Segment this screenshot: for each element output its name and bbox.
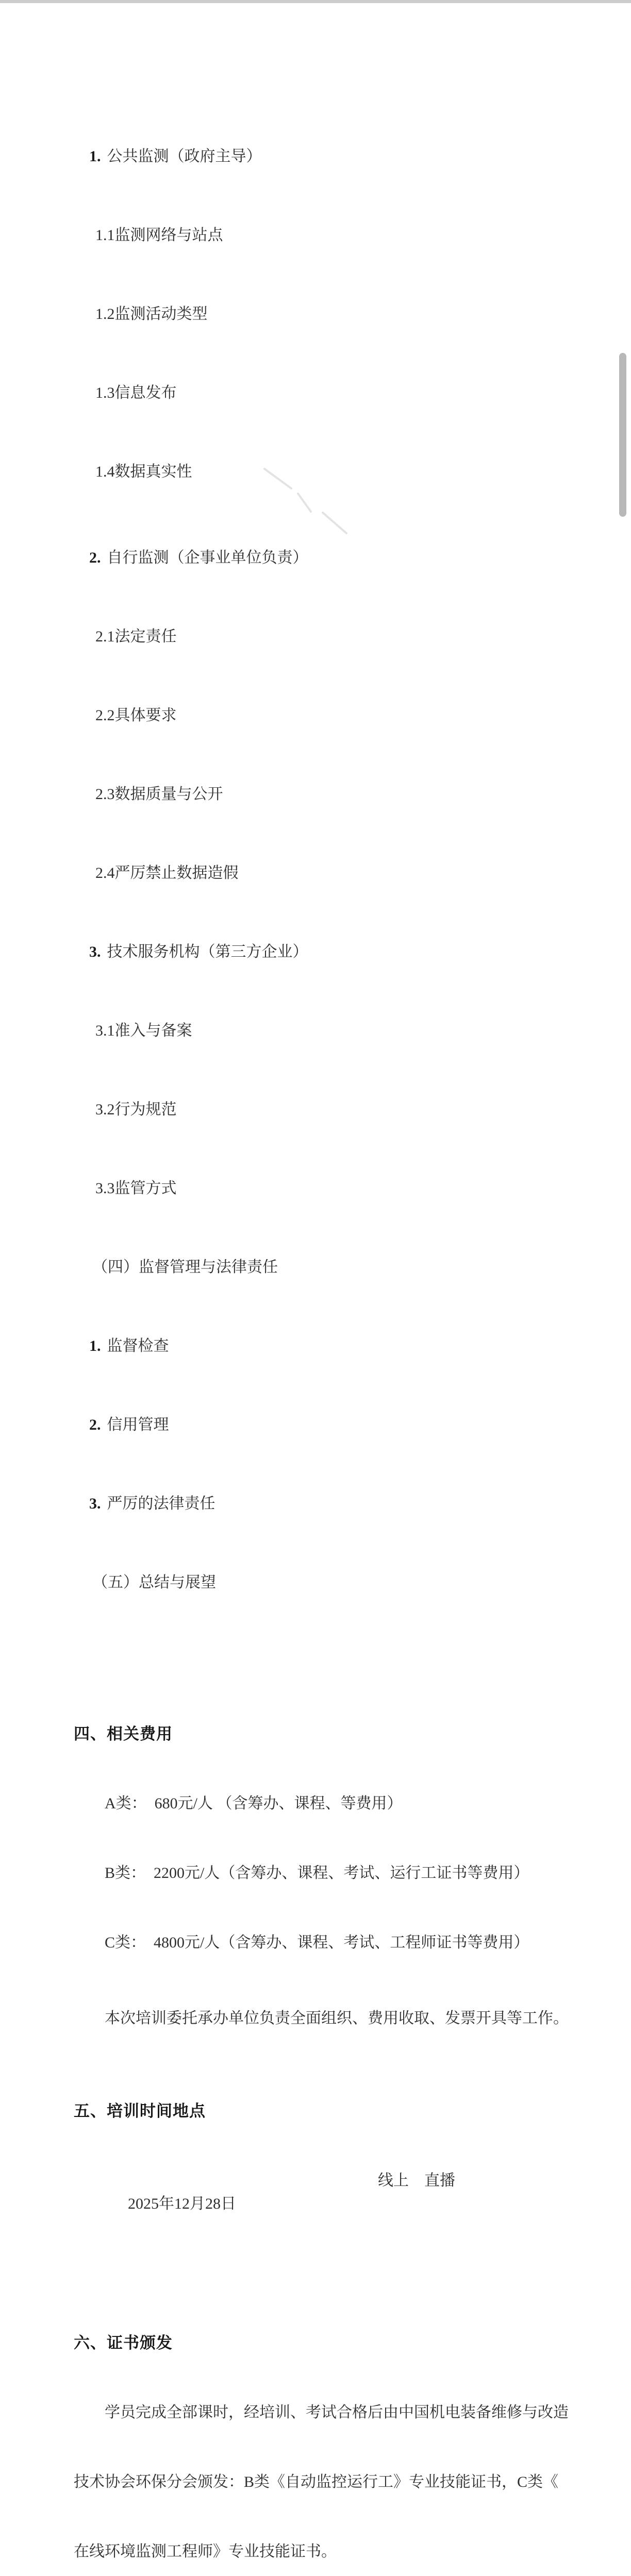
scrollbar-thumb[interactable] — [619, 353, 626, 517]
outline-item-number: 2. — [89, 549, 101, 566]
schedule-line — [74, 2169, 595, 2262]
outline-item-label: 3.3监管方式 — [95, 1180, 177, 1197]
outline-item-number: 1. — [89, 148, 101, 165]
certificate-paragraph-line: 技术协会环保分会颁发：B类《自动监控运行工》专业技能证书，C类《 — [74, 2473, 559, 2490]
outline-item-number: 3. — [89, 1495, 101, 1512]
section-heading-schedule: 五、培训时间地点 — [74, 2102, 206, 2120]
outline-item — [74, 545, 595, 571]
outline-item — [74, 1175, 595, 1201]
outline-item-label: 2.3数据质量与公开 — [95, 786, 223, 803]
outline-item — [74, 1490, 595, 1517]
outline-item-number: 3. — [89, 943, 101, 960]
fee-item-c: C类： 4800元/人（含筹办、课程、考试、工程师证书等费用） — [105, 1934, 529, 1951]
outline-item — [74, 1333, 595, 1359]
outline-item — [74, 1412, 595, 1438]
outline-item-label: （五）总结与展望 — [92, 1574, 216, 1591]
document-page — [74, 3, 595, 2576]
outline-item — [74, 1096, 595, 1123]
fee-item-a: A类： 680元/人 （含筹办、课程、等费用） — [105, 1795, 403, 1812]
outline-item-label: 2.2具体要求 — [95, 707, 177, 724]
outline-item — [74, 222, 595, 248]
outline-item-number: 2. — [89, 1416, 101, 1433]
outline-item — [74, 702, 595, 728]
outline-item-label: 自行监测（企事业单位负责） — [107, 549, 308, 566]
outline-item-label: 1.2监测活动类型 — [95, 306, 208, 323]
outline-item — [74, 781, 595, 807]
outline-item — [74, 1018, 595, 1044]
training-venue: 线上 直播 — [378, 2172, 455, 2189]
outline-item-label: 1.3信息发布 — [95, 384, 177, 401]
section-heading-certificate: 六、证书颁发 — [74, 2334, 173, 2352]
certificate-paragraph-line: 学员完成全部课时，经培训、考试合格后由中国机电装备维修与改造 — [105, 2404, 569, 2421]
outline-item — [74, 301, 595, 327]
outline-item — [74, 1569, 595, 1596]
outline-item-label: 严厉的法律责任 — [107, 1495, 215, 1512]
outline-item — [74, 939, 595, 965]
outline-item-label: 信用管理 — [107, 1416, 169, 1433]
certificate-paragraph-line: 在线环境监测工程师》专业技能证书。 — [74, 2543, 337, 2560]
outline-item-label: 2.4严厉禁止数据造假 — [95, 865, 239, 882]
fees-note: 本次培训委托承办单位负责全面组织、费用收取、发票开具等工作。 — [105, 2010, 569, 2027]
outline-item — [74, 459, 595, 485]
outline-item-label: 2.1法定责任 — [95, 628, 177, 645]
outline-item-label: 公共监测（政府主导） — [107, 148, 262, 165]
outline-item-label: 技术服务机构（第三方企业） — [107, 943, 308, 960]
section-heading-fees: 四、相关费用 — [74, 1725, 173, 1743]
outline-item — [74, 860, 595, 886]
outline-item — [74, 623, 595, 650]
outline-item-label: 1.4数据真实性 — [95, 463, 192, 480]
outline-item-label: 3.1准入与备案 — [95, 1022, 192, 1039]
outline-item-label: 3.2行为规范 — [95, 1101, 177, 1118]
outline-item — [74, 143, 595, 170]
outline-item — [74, 380, 595, 406]
document-body — [74, 1676, 595, 2576]
outline-item-label: （四）监督管理与法律责任 — [92, 1259, 278, 1276]
outline-item — [74, 1254, 595, 1280]
training-date: 2025年12月28日 — [128, 2195, 236, 2212]
outline-item-label: 监督检查 — [107, 1337, 169, 1354]
outline-item-label: 1.1监测网络与站点 — [95, 227, 223, 244]
fee-item-b: B类： 2200元/人（含筹办、课程、考试、运行工证书等费用） — [105, 1865, 529, 1882]
document-outline — [74, 31, 595, 1648]
outline-item-number: 1. — [89, 1337, 101, 1354]
